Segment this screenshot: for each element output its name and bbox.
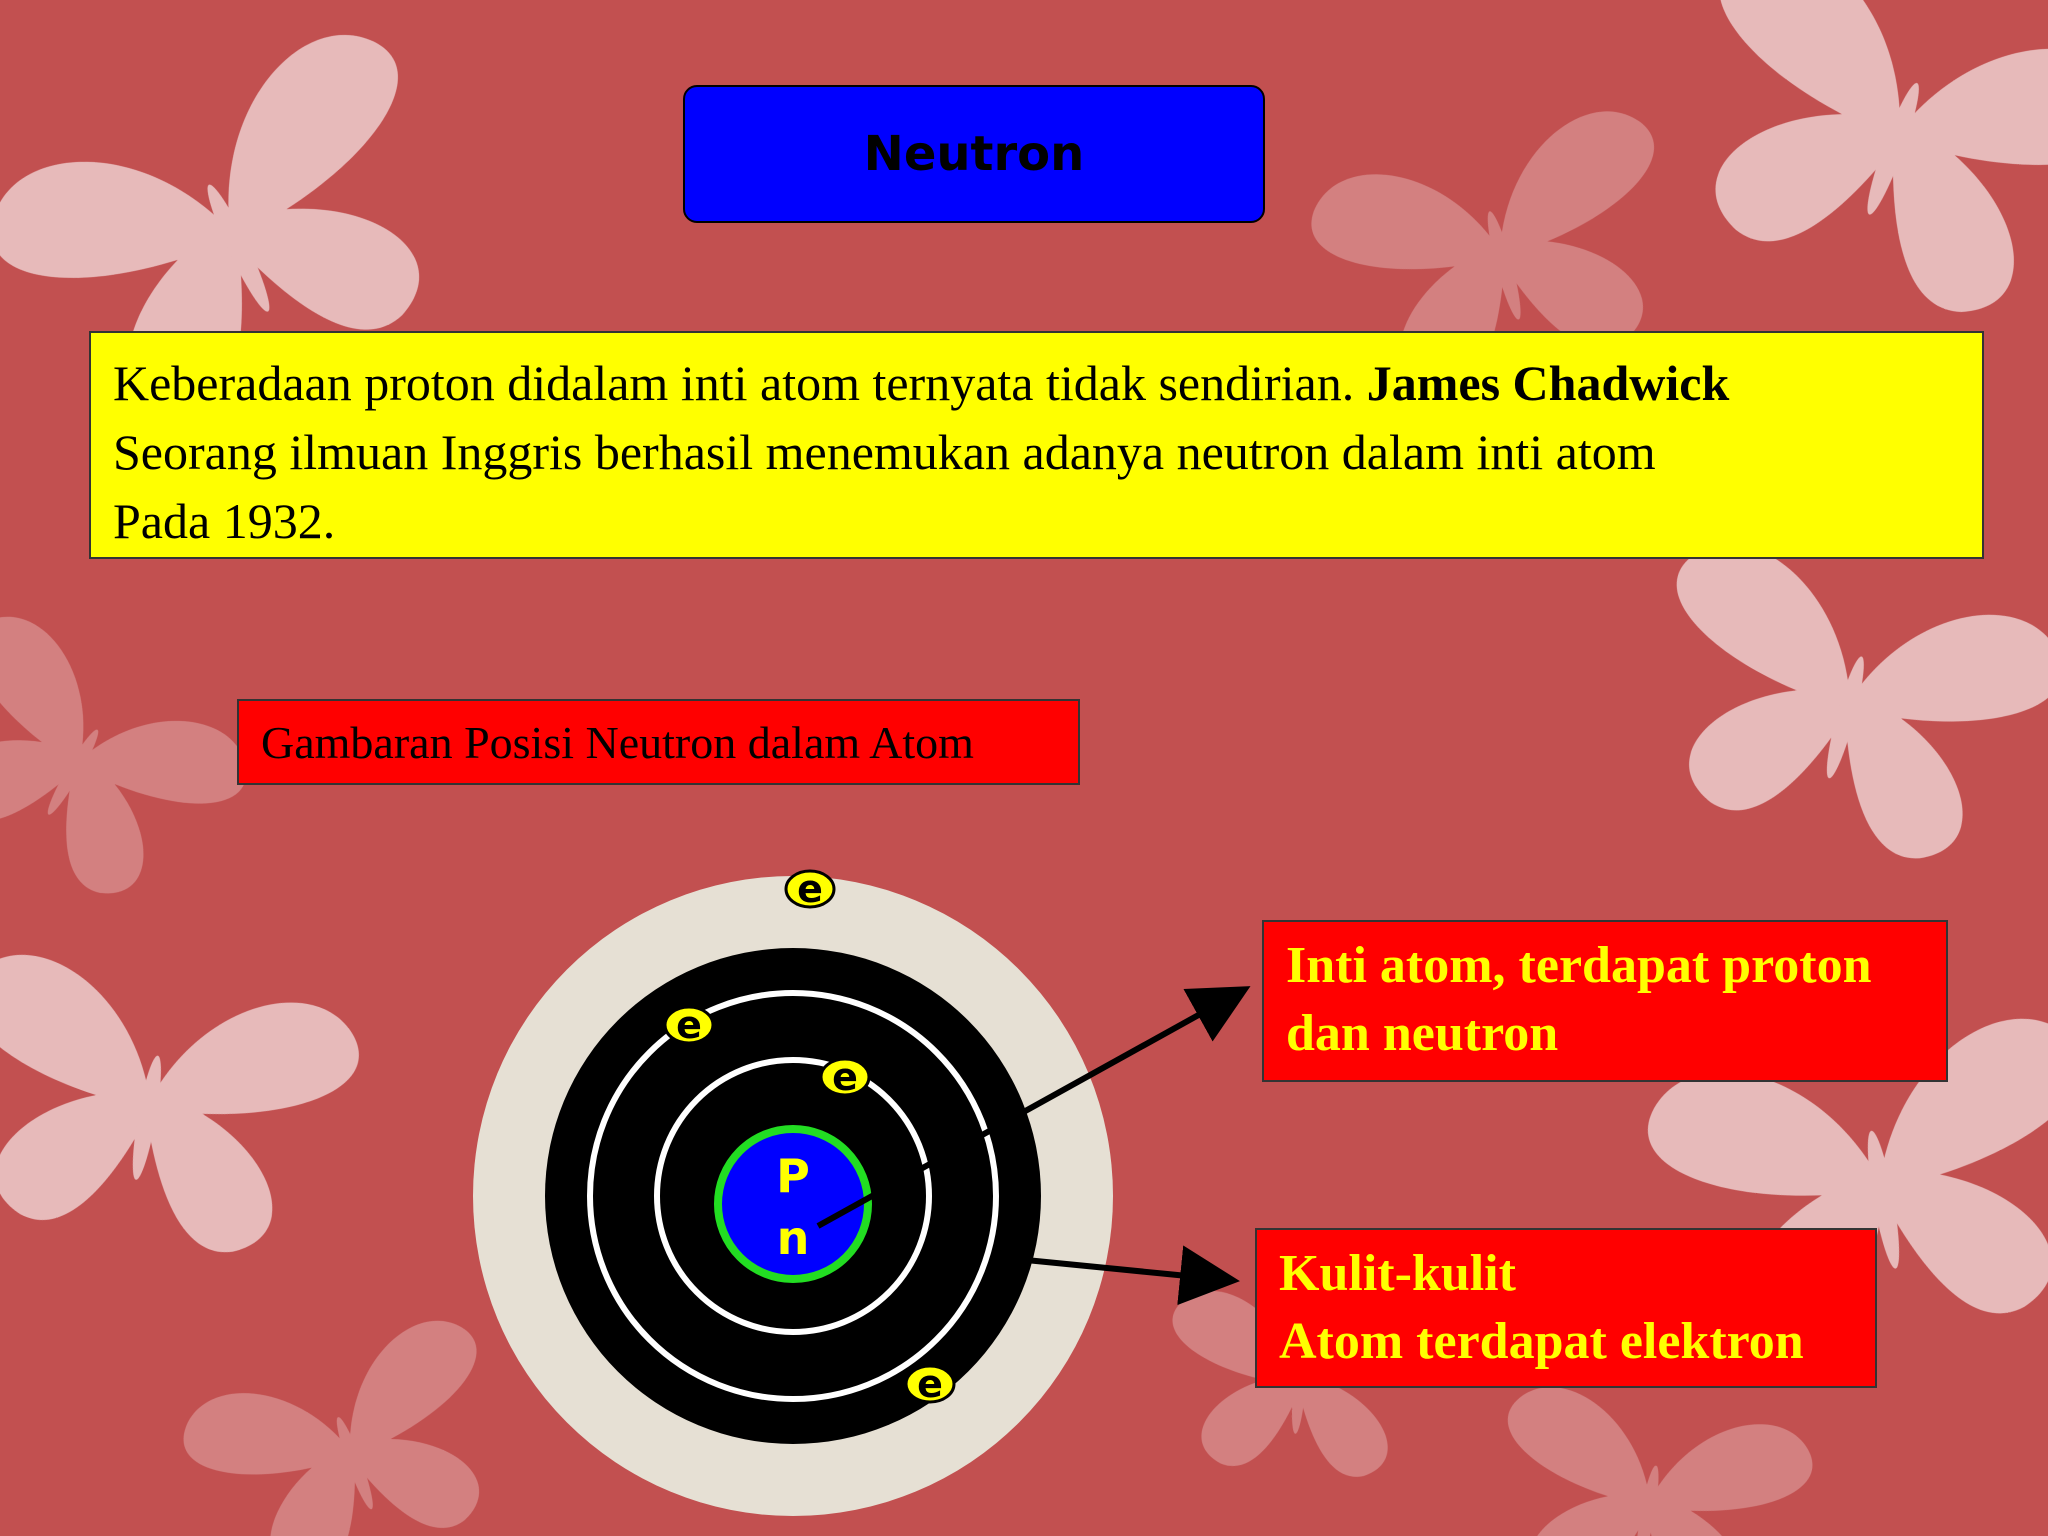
shells-label-line1: Kulit-kulit [1279,1245,1516,1302]
nucleus-label-line1: Inti atom, terdapat proton [1286,937,1872,994]
diagram-caption: Gambaran Posisi Neutron dalam Atom [261,716,974,768]
shells-label-line2: Atom terdapat elektron [1279,1313,1804,1370]
proton-symbol: P [776,1149,810,1203]
nucleus-label-box [1262,920,1948,1082]
electron-label: e [676,1003,702,1047]
intro-text-1: Keberadaan proton didalam inti atom ternyata tidak sendirian. [113,355,1367,411]
intro-text-3: Pada 1932. [113,493,336,549]
nucleus-label-line2: dan neutron [1286,1005,1559,1062]
slide-title: Neutron [863,126,1085,182]
electron-label: e [917,1362,943,1406]
intro-text-2: Seorang ilmuan Inggris berhasil menemukan adanya neutron dalam inti atom [113,424,1656,480]
neutron-symbol: n [776,1211,810,1265]
electron-label: e [797,867,823,911]
electron-label: e [832,1055,858,1099]
intro-scientist-name: James Chadwick [1366,355,1730,411]
shells-label-box [1255,1228,1877,1388]
